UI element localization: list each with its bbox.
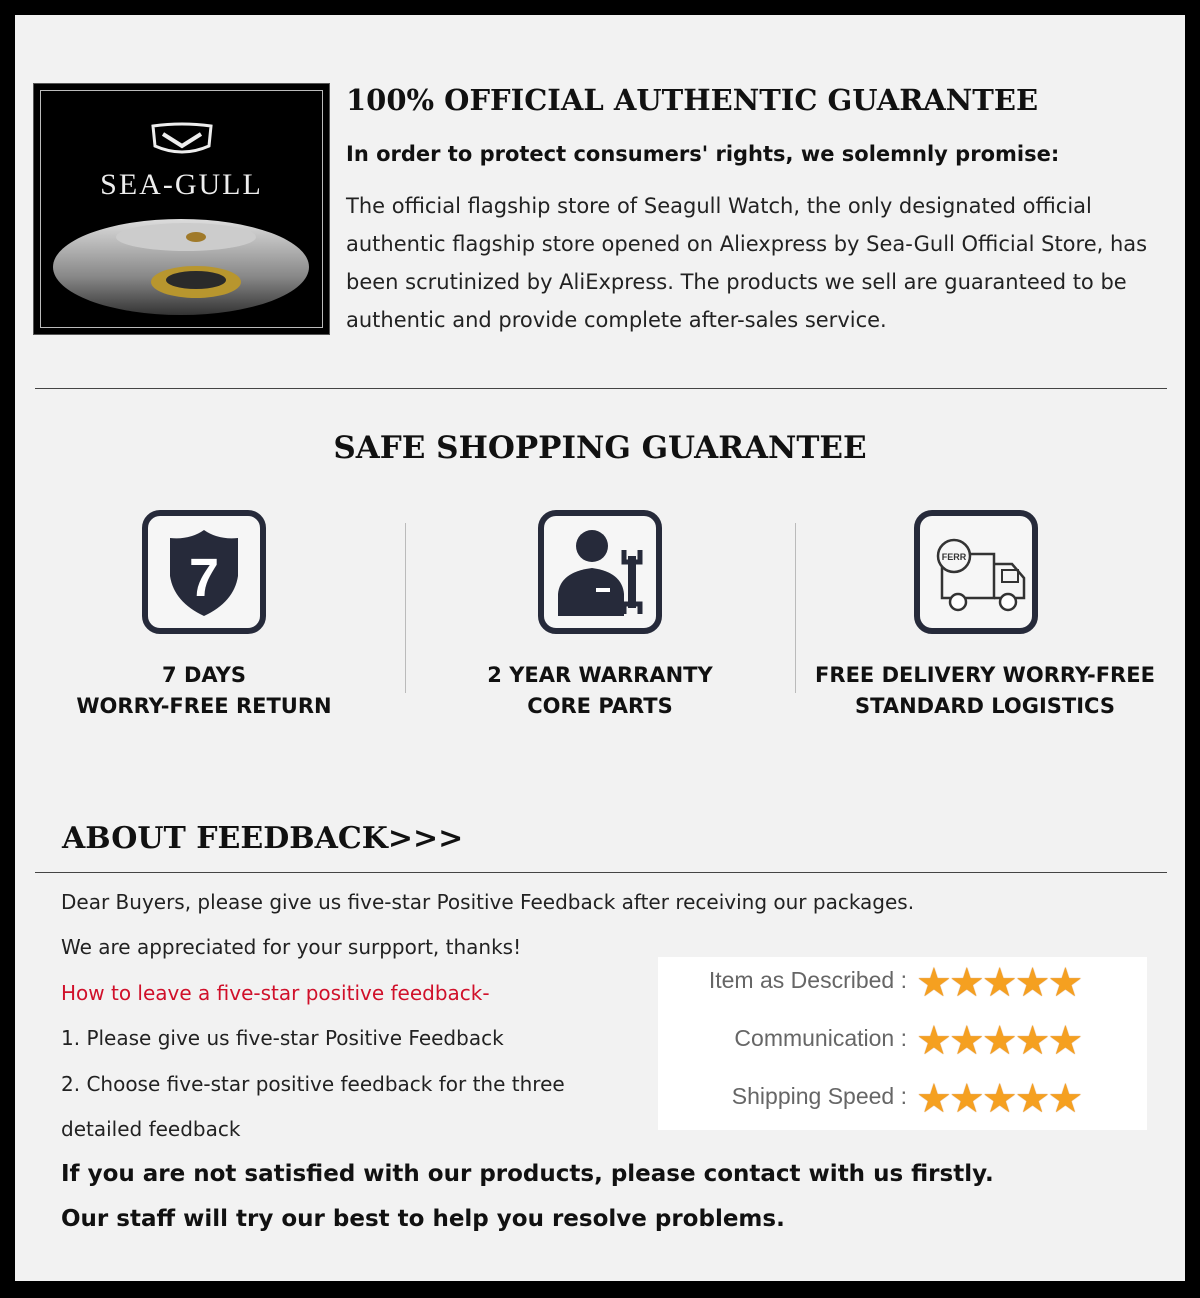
description-line: authentic flagship store opened on Aliexpress by Sea-Gull Official Store, has [346, 232, 1148, 256]
page [15, 15, 1185, 1281]
watch-movement-image [46, 212, 316, 322]
rating-row: Shipping Speed : ★★★★★ [731, 1076, 1081, 1122]
shield-7-icon [148, 516, 260, 628]
sea-gull-logo: SEA-GULL [33, 83, 330, 335]
seagull-emblem-icon [149, 122, 215, 158]
delivery-icon-box [914, 510, 1038, 634]
official-description [346, 187, 1147, 339]
technician-wrench-icon [544, 516, 656, 628]
description-line: been scrutinized by AliExpress. The products we sell are guaranteed to be [346, 270, 1127, 294]
feedback-howto: How to leave a five-star positive feedback- [61, 981, 490, 1005]
official-subtitle: In order to protect consumers' rights, we solemnly promise: [346, 142, 1060, 166]
feedback-title: ABOUT FEEDBACK>>> [62, 821, 464, 856]
feedback-line: Dear Buyers, please give us five-star Positive Feedback after receiving our packages. [61, 890, 915, 914]
closing-line: If you are not satisfied with our products, please contact with us firstly. [61, 1161, 994, 1187]
feedback-step: detailed feedback [61, 1117, 241, 1141]
rating-row: Communication : ★★★★★ [734, 1018, 1081, 1064]
return-label: 7 DAYS WORRY-FREE RETURN [76, 663, 332, 718]
five-stars-icon: ★★★★★ [916, 1018, 1081, 1064]
feedback-step: 2. Choose five-star positive feedback for the three [61, 1072, 565, 1096]
feedback-line: We are appreciated for your surpport, thanks! [61, 935, 522, 959]
rating-row: Item as Described : ★★★★★ [708, 960, 1081, 1006]
five-stars-icon: ★★★★★ [916, 1076, 1081, 1122]
safe-shopping-title: SAFE SHOPPING GUARANTEE [333, 430, 867, 466]
divider [35, 872, 1167, 873]
return-icon-box [142, 510, 266, 634]
divider [35, 388, 1167, 389]
official-title: 100% OFFICIAL AUTHENTIC GUARANTEE [346, 83, 1039, 117]
warranty-label: 2 YEAR WARRANTY CORE PARTS [487, 663, 713, 718]
svg-text:FERR: FERR [941, 552, 967, 562]
delivery-truck-icon [920, 516, 1032, 628]
feedback-step: 1. Please give us five-star Positive Feedback [61, 1026, 504, 1050]
five-stars-icon: ★★★★★ [916, 960, 1081, 1006]
ratings-panel [658, 957, 1147, 1130]
closing-line: Our staff will try our best to help you resolve problems. [61, 1206, 785, 1232]
description-line: authentic and provide complete after-sales service. [346, 308, 887, 332]
warranty-icon-box [538, 510, 662, 634]
description-line: The official flagship store of Seagull Watch, the only designated official [346, 194, 1092, 218]
delivery-label: FREE DELIVERY WORRY-FREE STANDARD LOGISTICS [815, 663, 1155, 718]
svg-text:7: 7 [188, 548, 220, 608]
